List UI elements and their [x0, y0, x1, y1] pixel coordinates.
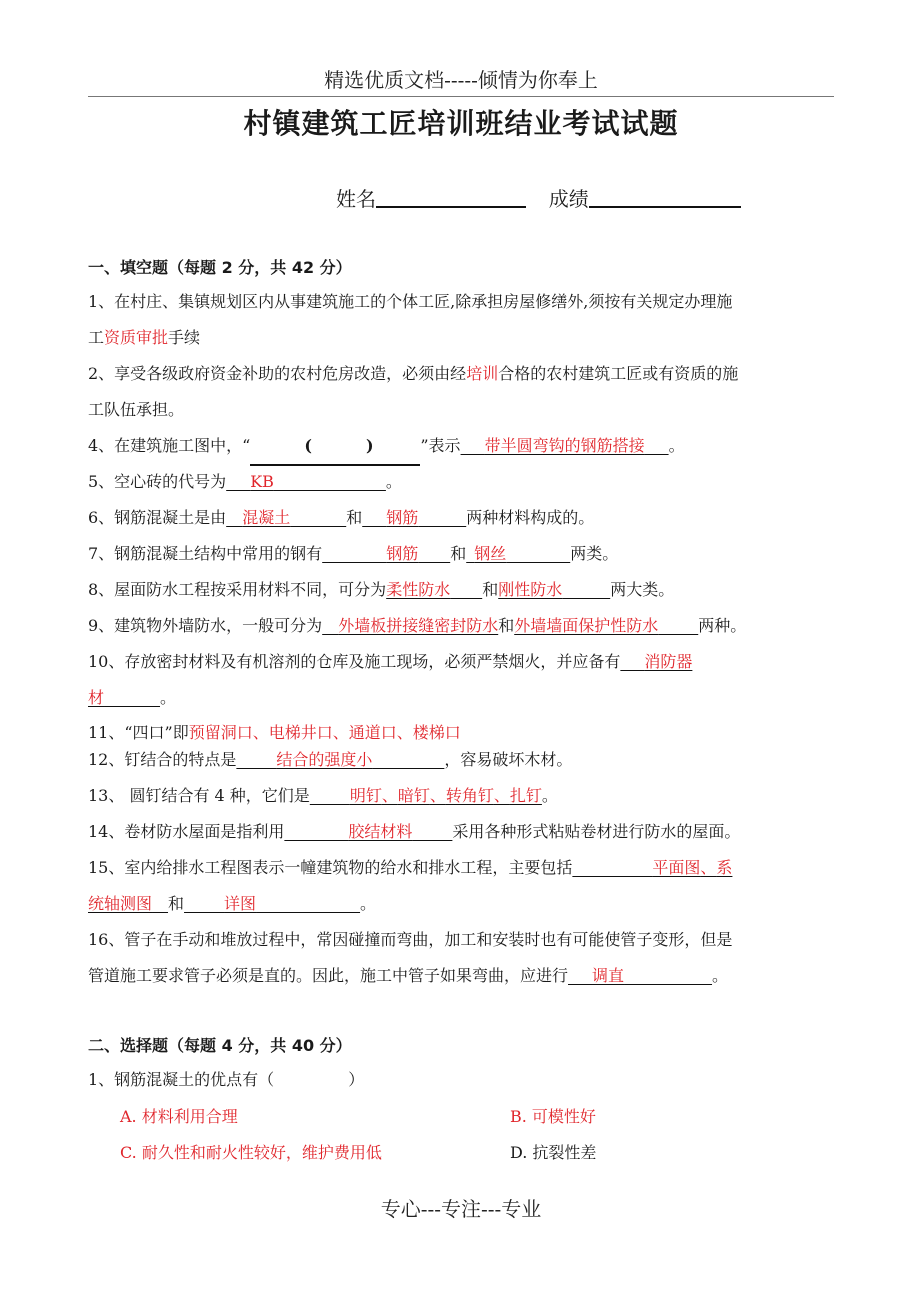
answer-8b: 刚性防水 [498, 580, 563, 599]
answer-15c: 详图 [224, 894, 257, 913]
page-footer: 专心---专注---专业 [380, 1197, 542, 1221]
question-11: 11、“四口”即预留洞口、电梯井口、通道口、楼梯口 [88, 723, 461, 742]
answer-1: 资质审批 [104, 328, 169, 347]
score-field[interactable] [589, 184, 741, 208]
answer-6a: 混凝土 [242, 508, 291, 527]
question-1-cont: 工资质审批手续 [88, 328, 201, 347]
answer-8a: 柔性防水 [386, 580, 451, 599]
question-14: 14、卷材防水屋面是指利用 胶结材料 采用各种形式粘贴卷材进行防水的屋面。 [88, 822, 741, 841]
option-c[interactable]: C. 耐久性和耐火性较好，维护费用低 [120, 1143, 382, 1162]
question-13: 13、 圆钉结合有 4 种，它们是 明钉、暗钉、转角钉、扎钉。 [88, 786, 558, 805]
question-7: 7、钢筋混凝土结构中常用的钢有 钢筋 和 钢丝 两类。 [88, 544, 619, 563]
section-fill-in-title: 一、填空题（每题 2 分，共 42 分） [88, 258, 352, 277]
answer-9b: 外墙墙面保护性防水 [514, 616, 659, 635]
section-choice-title: 二、选择题（每题 4 分，共 40 分） [88, 1036, 352, 1055]
question-9: 9、建筑物外墙防水，一般可分为 外墙板拼接缝密封防水和外墙墙面保护性防水 两种。 [88, 616, 747, 635]
question-10: 10、存放密封材料及有机溶剂的仓库及施工现场，必须严禁烟火，并应备有 消防器 [88, 652, 693, 671]
answer-7a: 钢筋 [386, 544, 419, 563]
answer-14: 胶结材料 [348, 822, 413, 841]
name-field[interactable] [376, 184, 526, 208]
answer-11: 预留洞口、电梯井口、通道口、楼梯口 [188, 723, 461, 742]
answer-15b: 系 [716, 858, 733, 877]
option-b[interactable]: B. 可模性好 [510, 1107, 596, 1126]
question-5: 5、空心砖的代号为 KB 。 [88, 472, 402, 491]
answer-15a: 平面图 [652, 858, 701, 877]
question-15: 15、室内给排水工程图表示一幢建筑物的给水和排水工程，主要包括 平面图、系 [88, 858, 733, 877]
name-label: 姓名 [336, 187, 376, 211]
score-label: 成绩 [548, 187, 589, 211]
answer-2: 培训 [466, 364, 499, 383]
question-6: 6、钢筋混凝土是由 混凝土 和 钢筋 两种材料构成的。 [88, 508, 595, 527]
answer-13a: 明钉 [349, 786, 382, 805]
question-16-cont: 管道施工要求管子必须是直的。因此，施工中管子如果弯曲，应进行 调直 。 [88, 966, 729, 985]
choice-question-1: 1、钢筋混凝土的优点有（ ） [88, 1070, 365, 1089]
answer-13b: 暗钉 [397, 786, 430, 805]
answer-13c: 转角钉 [445, 786, 494, 805]
page-title: 村镇建筑工匠培训班结业考试试题 [243, 107, 679, 140]
question-15-cont: 统轴测图 和 详图 。 [88, 894, 377, 913]
question-2-cont: 工队伍承担。 [88, 400, 185, 419]
answer-7b: 钢丝 [474, 544, 507, 563]
question-10-cont: 材 。 [88, 688, 177, 707]
name-score-line [336, 184, 741, 214]
option-d[interactable]: D. 抗裂性差 [510, 1143, 597, 1162]
question-16: 16、管子在手动和堆放过程中，常因碰撞而弯曲，加工和安装时也有可能使管子变形，但是 [88, 930, 733, 949]
answer-9a: 外墙板拼接缝密封防水 [338, 616, 499, 635]
header-divider [88, 96, 834, 97]
question-12: 12、钉结合的特点是 结合的强度小 ，容易破坏木材。 [88, 750, 573, 769]
option-a[interactable]: A. 材料利用合理 [120, 1107, 238, 1126]
answer-12: 结合的强度小 [276, 750, 373, 769]
page-header: 精选优质文档-----倾情为你奉上 [324, 68, 598, 92]
answer-5: KB [250, 472, 274, 491]
answer-4: 带半圆弯钩的钢筋搭接 [484, 436, 645, 455]
question-1: 1、在村庄、集镇规划区内从事建筑施工的个体工匠,除承担房屋修缮外,须按有关规定办理施 [88, 292, 733, 311]
question-2: 2、享受各级政府资金补助的农村危房改造，必须由经培训合格的农村建筑工匠或有资质的施 [88, 364, 739, 383]
answer-16: 调直 [592, 966, 625, 985]
rebar-hook-symbol: () [250, 428, 420, 466]
answer-6b: 钢筋 [386, 508, 419, 527]
answer-10: 消防器 [644, 652, 693, 671]
question-4: 4、在建筑施工图中，“ ()”表示 带半圆弯钩的钢筋搭接 。 [88, 428, 834, 466]
question-8: 8、屋面防水工程按采用材料不同，可分为柔性防水 和刚性防水 两大类。 [88, 580, 675, 599]
answer-13d: 扎钉 [509, 786, 542, 805]
